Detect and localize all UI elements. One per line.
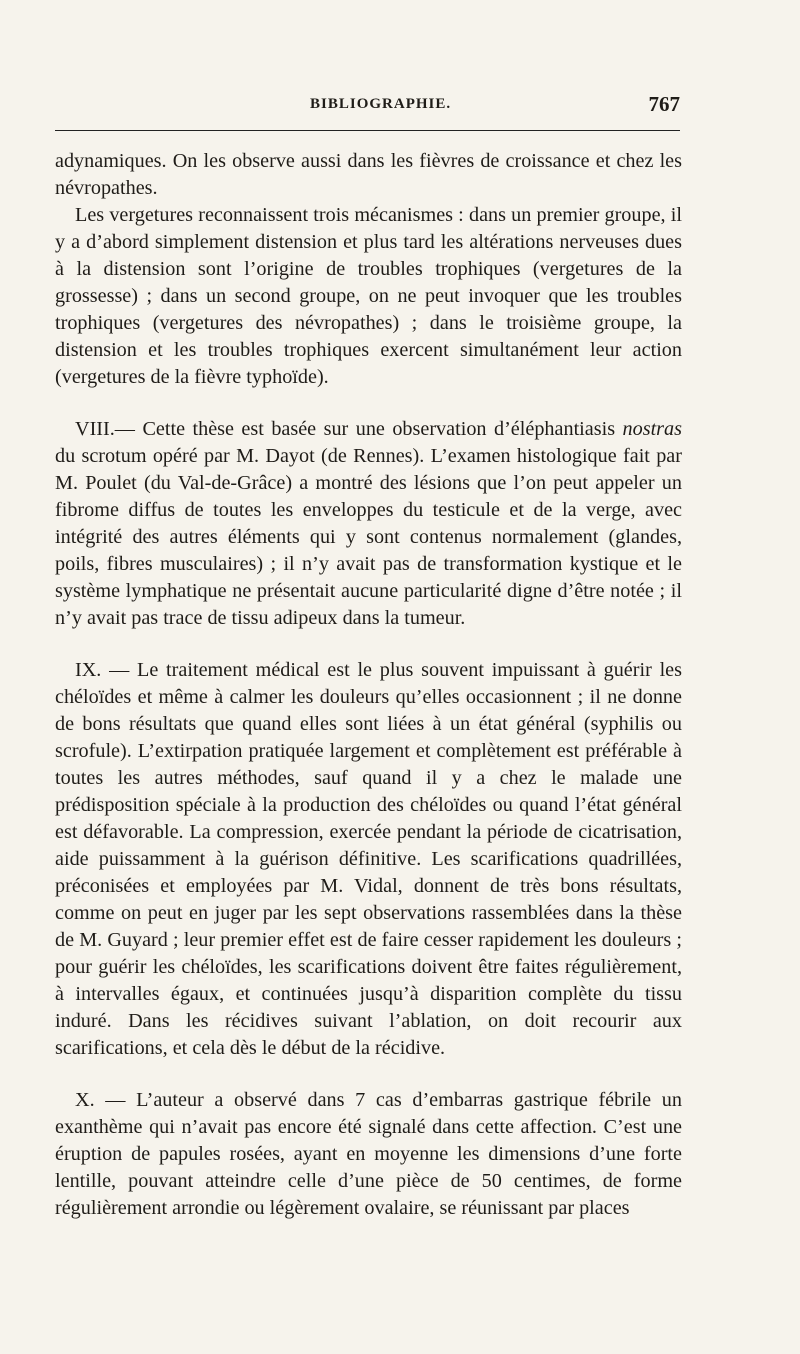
body-text [55, 148, 682, 1222]
paragraph-continuation: adynamiques. On les observe aussi dans les fièvres de croissance et chez les névropathes. [55, 150, 682, 199]
page-number: 767 [648, 92, 680, 116]
section-viii-text-start: VIII.— Cette thèse est basée sur une observation d’éléphantiasis [75, 418, 623, 440]
section-viii-emphasis: nostras [622, 418, 682, 440]
paragraph-vergetures: Les vergetures reconnaissent trois mécanismes : dans un premier groupe, il y a d’abord simplement distension et plus tard les altérations nerveuses dues à la distension sont l’origine de troubles trophiques (vergetures de la grossesse) ; dans un second groupe, on ne peut invoquer que les troubles trophiques (vergetures des névropathes) ; dans le troisième groupe, la distension et les troubles trophiques exercent simultanément leur action (vergetures de la fièvre typhoïde). [55, 204, 682, 388]
section-x: X. — L’auteur a observé dans 7 cas d’embarras gastrique fébrile un exanthème qui n’avait pas encore été signalé dans cette affection. C’est une éruption de papules rosées, ayant en moyenne les dimensions d’une forte lentille, pouvant atteindre celle d’une pièce de 50 centimes, de forme régulièrement arrondie ou légèrement ovalaire, se réunissant par places [55, 1089, 682, 1219]
section-ix: IX. — Le traitement médical est le plus souvent impuissant à guérir les chéloïdes et même à calmer les douleurs qu’elles occasionnent ; il ne donne de bons résultats que quand elles sont liées à un état général (syphilis ou scrofule). L’extirpation pratiquée largement et complètement est préférable à toutes les autres méthodes, sauf quand il y a chez le malade une prédisposition spéciale à la production des chéloïdes ou quand l’état général est défavorable. La compression, exercée pendant la période de cicatrisation, aide puissamment à la guérison définitive. Les scarifications quadrillées, préconisées et employées par M. Vidal, donnent de très bons résultats, comme on peut en juger par les sept observations rassemblées dans la thèse de M. Guyard ; leur premier effet est de faire cesser rapidement les douleurs ; pour guérir les chéloïdes, les scarifications doivent être faites régulièrement, à intervalles égaux, et continuées jusqu’à disparition complète du tissu induré. Dans les récidives suivant l’ablation, on doit recourir aux scarifications, et cela dès le début de la récidive. [55, 659, 682, 1059]
section-viii-text-end: du scrotum opéré par M. Dayot (de Rennes). L’examen histologique fait par M. Poulet (du Val-de-Grâce) a montré des lésions que l’on peut appeler un fibrome diffus de toutes les enveloppes du testicule et de la verge, avec intégrité des autres éléments qui y sont contenus normalement (glandes, poils, fibres musculaires) ; il n’y avait pas de transformation kystique et le système lymphatique ne présentait aucune particularité digne d’être notée ; il n’y avait pas trace de tissu adipeux dans la tumeur. [55, 445, 682, 629]
running-title: BIBLIOGRAPHIE. [310, 96, 452, 112]
section-viii [55, 416, 682, 632]
header-rule [55, 130, 680, 131]
page-header [55, 92, 680, 120]
